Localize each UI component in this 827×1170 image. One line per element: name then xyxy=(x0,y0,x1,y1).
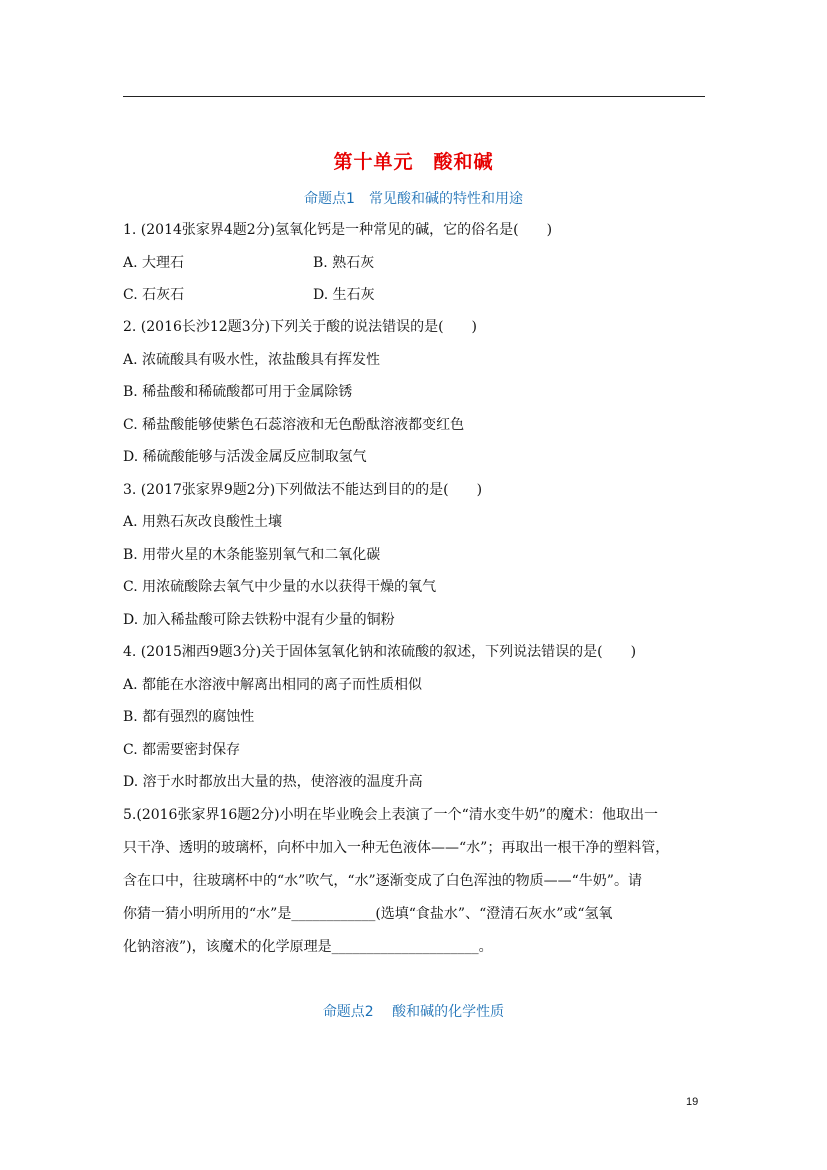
question-5-line-2: 只干净、透明的玻璃杯，向杯中加入一种无色液体——“水”；再取出一根干净的塑料管， xyxy=(123,840,670,856)
question-5-line-5: 化钠溶液”)，该魔术的化学原理是_____________________。 xyxy=(123,939,493,955)
question-2-option-d: D. 稀硫酸能够与活泼金属反应制取氢气 xyxy=(123,449,367,465)
question-4-option-d: D. 溶于水时都放出大量的热，使溶液的温度升高 xyxy=(123,774,423,790)
question-3-option-d: D. 加入稀盐酸可除去铁粉中混有少量的铜粉 xyxy=(123,612,395,628)
question-4-stem: 4. (2015湘西9题3分)关于固体氢氧化钠和浓硫酸的叙述，下列说法错误的是( ) xyxy=(123,644,637,660)
question-4-option-b: B. 都有强烈的腐蚀性 xyxy=(123,709,255,725)
question-5-line-4: 你猜一猜小明所用的“水”是____________(选填“食盐水”、“澄清石灰水”或“氢氧 xyxy=(123,906,613,922)
page-number: 19 xyxy=(686,1096,699,1108)
question-3-option-a: A. 用熟石灰改良酸性土壤 xyxy=(123,514,283,530)
question-4-option-c: C. 都需要密封保存 xyxy=(123,742,241,758)
question-4-option-a: A. 都能在水溶液中解离出相同的离子而性质相似 xyxy=(123,677,423,693)
topic-heading-1: 命题点1 常见酸和碱的特性和用途 xyxy=(304,191,523,207)
question-1-option-b: B. 熟石灰 xyxy=(313,255,375,271)
question-2-option-b: B. 稀盐酸和稀硫酸都可用于金属除锈 xyxy=(123,384,353,400)
unit-title: 第十单元 酸和碱 xyxy=(333,151,494,173)
question-3-option-b: B. 用带火星的木条能鉴别氧气和二氧化碳 xyxy=(123,547,381,563)
question-1-option-c: C. 石灰石 xyxy=(123,287,185,303)
question-5-line-3: 含在口中，往玻璃杯中的“水”吹气，“水”逐渐变成了白色浑浊的物质——“牛奶”。请 xyxy=(123,873,642,889)
topic-heading-2: 命题点2 酸和碱的化学性质 xyxy=(322,1004,505,1020)
question-3-option-c: C. 用浓硫酸除去氧气中少量的水以获得干燥的氧气 xyxy=(123,579,437,595)
question-2-option-c: C. 稀盐酸能够使紫色石蕊溶液和无色酚酞溶液都变红色 xyxy=(123,417,465,433)
question-3-stem: 3. (2017张家界9题2分)下列做法不能达到目的的是( ) xyxy=(123,482,483,498)
question-2-stem: 2. (2016长沙12题3分)下列关于酸的说法错误的是( ) xyxy=(123,319,478,335)
question-5-line-1: 5.(2016张家界16题2分)小明在毕业晚会上表演了一个“清水变牛奶”的魔术：他取出一 xyxy=(123,807,658,823)
question-2-option-a: A. 浓硫酸具有吸水性，浓盐酸具有挥发性 xyxy=(123,352,381,368)
question-1-option-a: A. 大理石 xyxy=(123,255,185,271)
header-rule xyxy=(123,96,705,97)
question-1-option-d: D. 生石灰 xyxy=(313,287,375,303)
question-1-stem: 1. (2014张家界4题2分)氢氧化钙是一种常见的碱，它的俗名是( ) xyxy=(123,222,553,238)
